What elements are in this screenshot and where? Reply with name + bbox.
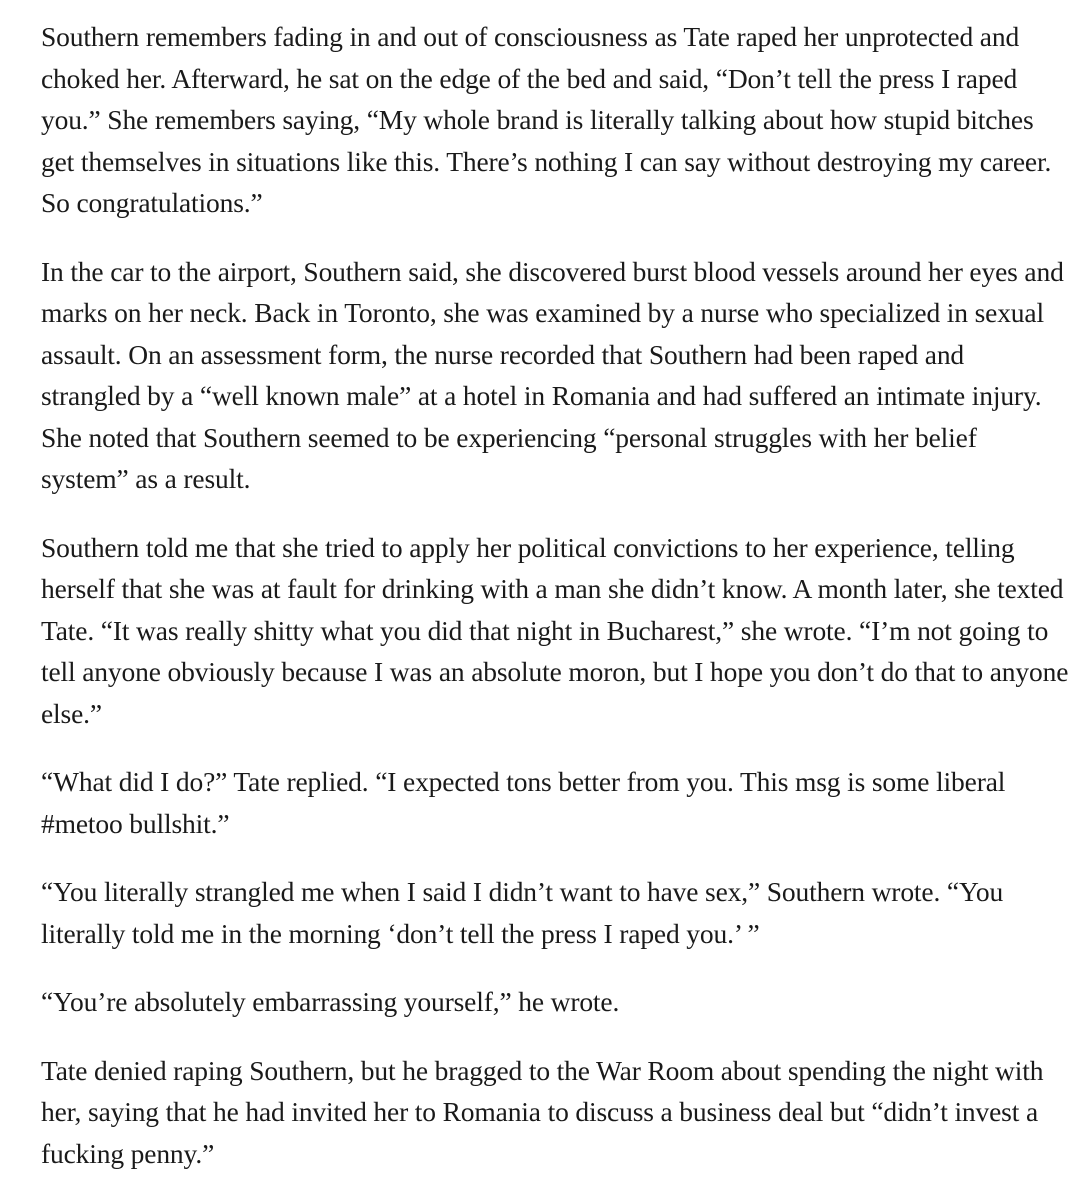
article-body	[41, 16, 1069, 1201]
paragraph: “What did I do?” Tate replied. “I expected tons better from you. This msg is some liberal #metoo bullshit.”	[41, 766, 1006, 839]
paragraph: “You literally strangled me when I said I didn’t want to have sex,” Southern wrote. “You literally told me in the morning ‘don’t tell the press I raped you.’ ”	[41, 876, 1004, 949]
paragraph: Southern remembers fading in and out of consciousness as Tate raped her unprotected and choked her. Afterward, he sat on the edge of the bed and said, “Don’t tell the press I raped you.” She remembers saying, “My whole brand is literally talking about how stupid bitches get themselves in situations like this. There’s nothing I can say without destroying my career. So congratulations.”	[41, 21, 1052, 218]
paragraph: “You’re absolutely embarrassing yourself,” he wrote.	[41, 986, 620, 1017]
paragraph: Southern told me that she tried to apply her political convictions to her experience, telling herself that she was at fault for drinking with a man she didn’t know. A month later, she texted Tate. “It was really shitty what you did that night in Bucharest,” she wrote. “I’m not going to tell anyone obviously because I was an absolute moron, but I hope you don’t do that to anyone else.”	[41, 531, 1069, 729]
paragraph: Tate denied raping Southern, but he bragged to the War Room about spending the night with her, saying that he had invited her to Romania to discuss a business deal but “didn’t invest a fucking penny.”	[41, 1054, 1044, 1169]
paragraph: In the car to the airport, Southern said, she discovered burst blood vessels around her eyes and marks on her neck. Back in Toronto, she was examined by a nurse who specialized in sexual assault. On an assessment form, the nurse recorded that Southern had been raped and strangled by a “well known male” at a hotel in Romania and had suffered an intimate injury. She noted that Southern seemed to be experiencing “personal struggles with her belief system” as a result.	[41, 255, 1064, 494]
